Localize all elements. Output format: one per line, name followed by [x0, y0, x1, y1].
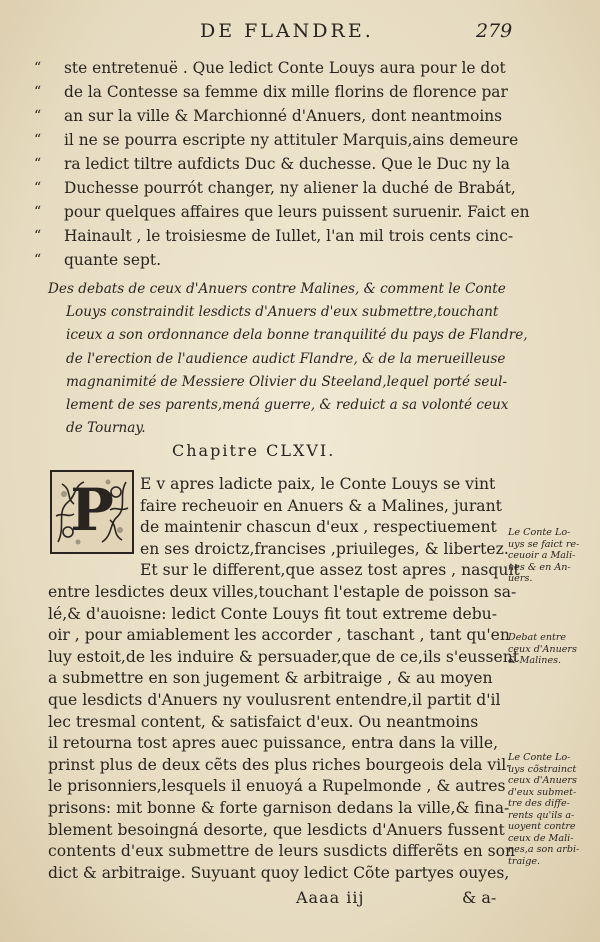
summary-line: de l'erection de l'audience audict Flandre, & de la merueilleuse [66, 350, 506, 367]
margin-note-line: ceux de Mali- [508, 832, 574, 844]
chapter-summary [48, 278, 528, 440]
body-line: prinst plus de deux cẽts des plus riches bourgeois dela vil- [48, 755, 512, 774]
margin-note-line: traige. [508, 855, 541, 867]
margin-note-line: ceux d'Anuers [508, 775, 577, 786]
summary-line: Des debats de ceux d'Anuers contre Malines, & comment le Conte [48, 281, 506, 297]
margin-note-line: uers. [508, 573, 533, 584]
quoted-line: an sur la ville & Marchionné d'Anuers, dont neantmoins [64, 107, 503, 125]
margin-note-line: tre des diffe- [508, 798, 570, 809]
margin-note-line: uoyent contre [508, 821, 576, 832]
body-line: en ses droictz,francises ,priuileges, & libertez. [140, 539, 509, 558]
margin-note-line: ceux d'Anuers [508, 643, 577, 655]
summary-line: iceux a son ordonnance dela bonne tranquilité du pays de Flandre, [66, 327, 528, 344]
summary-line: Louys constraindit lesdicts d'Anuers d'eux submettre,touchant [66, 304, 499, 321]
quote-mark: “ [34, 132, 42, 148]
body-line: que lesdicts d'Anuers ny voulusrent entendre,il partit d'il [48, 691, 501, 709]
quote-mark: “ [34, 180, 42, 196]
body-line: lec tresmal content, & satisfaict d'eux. Ou neantmoins [48, 712, 479, 731]
body-line: le prisonniers,lesquels il enuoyá a Rupelmonde , & autres [48, 777, 506, 796]
quote-mark: “ [34, 60, 42, 76]
margin-note [508, 752, 598, 867]
chapter-heading: Chapitre CLXVI. [172, 441, 336, 460]
body-line: lé,& d'auoisne: ledict Conte Louys fit tout extreme debu- [48, 604, 497, 623]
margin-note-line: Le Conte Lo- [508, 752, 571, 763]
margin-note-line: & Malines. [508, 655, 562, 666]
body-line: contents d'eux submettre de leurs susdicts differẽts en son [48, 842, 516, 861]
quote-mark: “ [34, 228, 42, 244]
body-line: E v apres ladicte paix, le Conte Louys se vint [140, 475, 496, 493]
quoted-line: ste entretenuë . Que ledict Conte Louys aura pour le dot [64, 59, 506, 77]
body-line: faire recheuoir en Anuers & a Malines, jurant [140, 496, 502, 515]
summary-line: de Tournay. [66, 420, 146, 437]
margin-note-line: Le Conte Lo- [508, 527, 571, 538]
catchword: & a- [462, 888, 497, 907]
body-line: dict & arbitraige. Suyuant quoy ledict Cõte partyes ouyes, [48, 863, 510, 882]
margin-note-line: uys se faict re- [508, 538, 580, 550]
margin-note-line: d'eux submet- [508, 786, 577, 798]
quoted-line: Duchesse pourrót changer, ny aliener la duché de Brabát, [64, 179, 516, 197]
body-line: entre lesdictes deux villes,touchant l'estaple de poisson sa- [48, 583, 517, 601]
body-line: luy estoit,de les induire & persuader,que de ce,ils s'eussent [48, 647, 520, 666]
body-line: a submettre en son jugement & arbitraige , & au moyen [48, 669, 493, 688]
quoted-line: il ne se pourra escripte ny attituler Marquis,ains demeure [64, 131, 519, 149]
quote-mark: “ [34, 204, 42, 220]
body-line: prisons: mit bonne & forte garnison dedans la ville,& fina- [48, 799, 510, 817]
summary-line: lement de ses parents,mená guerre, & reduict a sa volonté ceux [66, 397, 509, 414]
quote-mark: “ [34, 252, 42, 268]
margin-note-line: uys cõstrainct [508, 763, 577, 775]
quoted-line: quante sept. [64, 251, 161, 269]
dropcap-ornament [50, 470, 134, 554]
margin-note [508, 527, 598, 585]
margin-note-line: rents qu'ils a- [508, 809, 575, 821]
body-line: blement besoingná desorte, que lesdicts d'Anuers fussent [48, 820, 505, 839]
margin-note-line: Debat entre [508, 632, 567, 643]
quote-mark: “ [34, 108, 42, 124]
quote-mark: “ [34, 156, 42, 172]
quoted-line: Hainault , le troisiesme de Iullet, l'an mil trois cents cinc- [64, 227, 514, 245]
dropcap-letter: P [70, 476, 114, 544]
running-title: DE FLANDRE. [200, 20, 374, 42]
quoted-line: de la Contesse sa femme dix mille florins de florence par [64, 83, 508, 101]
summary-line: magnanimité de Messiere Olivier du Steeland,lequel porté seul- [66, 373, 508, 390]
quote-mark: “ [34, 84, 42, 100]
margin-note-line: ceuoir a Mali- [508, 550, 576, 561]
body-line: de maintenir chascun d'eux , respectiuement [140, 518, 497, 537]
body-line: il retourna tost apres auec puissance, entra dans la ville, [48, 734, 499, 753]
page-number: 279 [476, 20, 513, 42]
margin-note [508, 632, 598, 667]
margin-note-line: nes & en An- [508, 561, 571, 573]
quoted-line: ra ledict tiltre aufdicts Duc & duchesse. Que le Duc ny la [64, 155, 510, 173]
quoted-line: pour quelques affaires que leurs puissent suruenir. Faict en [64, 203, 530, 221]
signature-mark: Aaaa iij [296, 888, 365, 907]
body-line: Et sur le different,que assez tost apres , nasquit [140, 561, 520, 580]
floral-ornament-icon [52, 472, 132, 552]
margin-note-line: nes,a son arbi- [508, 844, 580, 855]
body-line: oir , pour amiablement les accorder , taschant , tant qu'en [48, 626, 510, 645]
